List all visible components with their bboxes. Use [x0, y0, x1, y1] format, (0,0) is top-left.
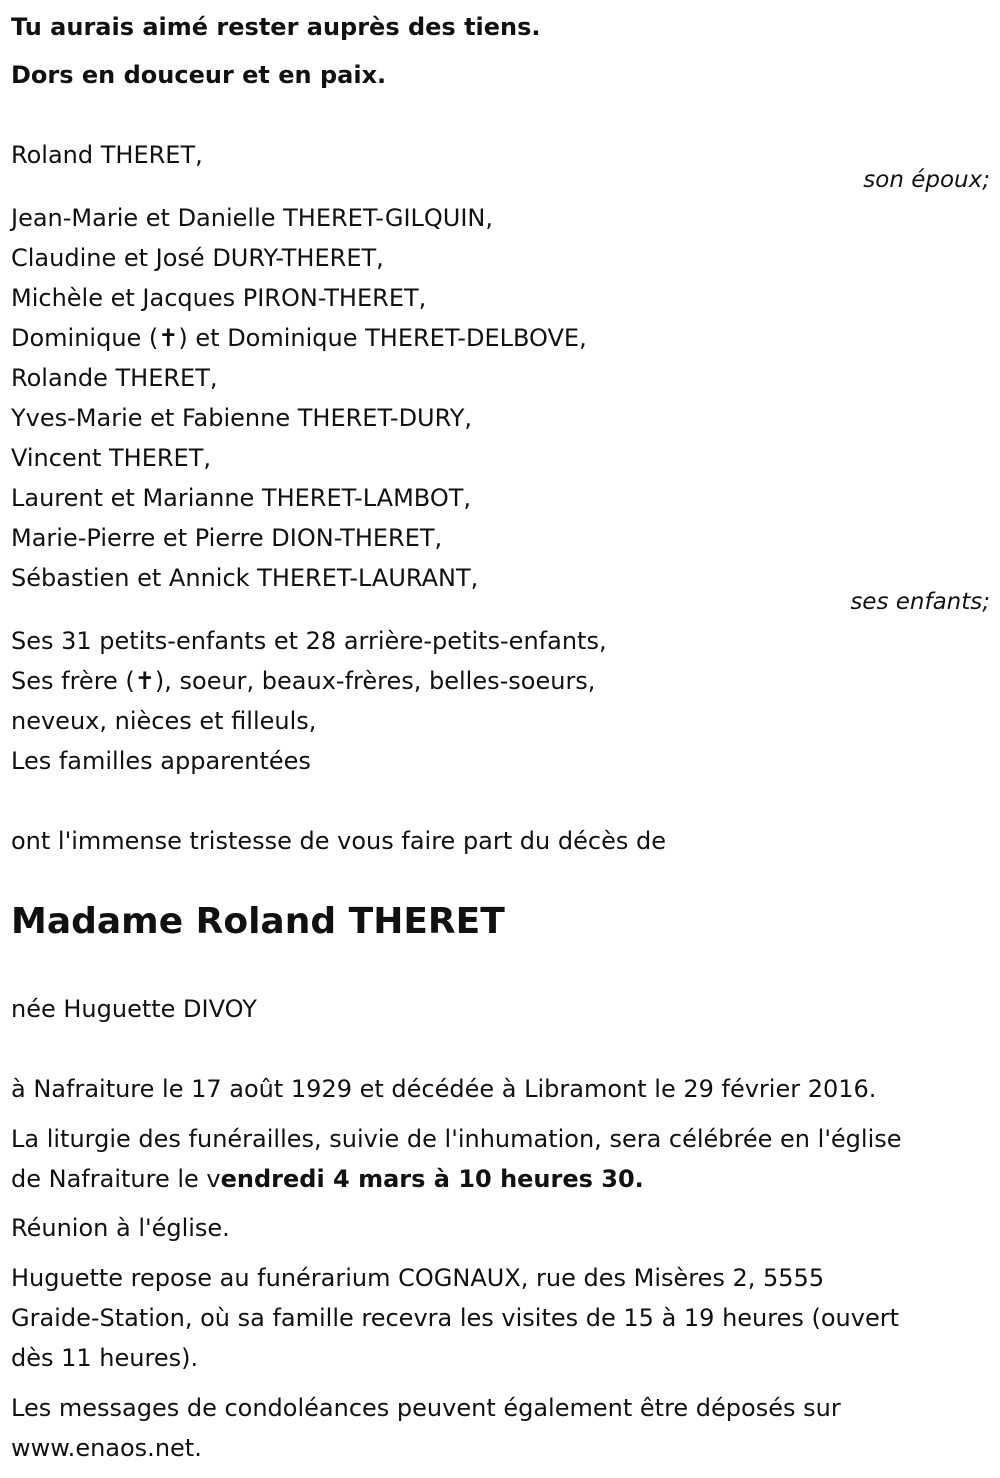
child-entry: Laurent et Marianne THERET-LAMBOT,	[11, 484, 472, 512]
birth-death: à Nafraiture le 17 août 1929 et décédée à Libramont le 29 février 2016.	[11, 1075, 877, 1103]
child-entry: Claudine et José DURY-THERET,	[11, 244, 384, 272]
deceased-name: Madame Roland THERET	[11, 901, 505, 942]
condolences-link[interactable]: www.enaos.net.	[11, 1434, 202, 1462]
family-entry: Les familles apparentées	[11, 747, 311, 775]
visitation-line: dès 11 heures).	[11, 1344, 199, 1372]
liturgy-line-1: La liturgie des funérailles, suivie de l'inhumation, sera célébrée en l'église	[11, 1125, 902, 1153]
children-role: ses enfants;	[850, 589, 990, 615]
child-entry: Vincent THERET,	[11, 444, 211, 472]
child-entry: Michèle et Jacques PIRON-THERET,	[11, 284, 427, 312]
announcement: ont l'immense tristesse de vous faire part du décès de	[11, 827, 666, 855]
liturgy-date-time: endredi 4 mars à 10 heures 30.	[220, 1165, 644, 1193]
family-entry: Ses frère (✝), soeur, beaux-frères, belles-soeurs,	[11, 667, 596, 695]
child-entry: Dominique (✝) et Dominique THERET-DELBOVE,	[11, 324, 587, 352]
spouse-role: son époux;	[863, 167, 990, 193]
child-entry: Yves-Marie et Fabienne THERET-DURY,	[11, 404, 473, 432]
child-entry: Sébastien et Annick THERET-LAURANT,	[11, 564, 479, 592]
child-entry: Jean-Marie et Danielle THERET-GILQUIN,	[11, 204, 494, 232]
visitation-line: Huguette repose au funérarium COGNAUX, rue des Misères 2, 5555	[11, 1264, 825, 1292]
family-entry: neveux, nièces et filleuls,	[11, 707, 317, 735]
child-entry: Marie-Pierre et Pierre DION-THERET,	[11, 524, 443, 552]
reunion-note: Réunion à l'église.	[11, 1214, 230, 1242]
epitaph-line-1: Tu aurais aimé rester auprès des tiens.	[11, 13, 541, 41]
family-entry: Ses 31 petits-enfants et 28 arrière-petits-enfants,	[11, 627, 607, 655]
liturgy-line-2	[11, 1164, 644, 1194]
condolences-line: Les messages de condoléances peuvent également être déposés sur	[11, 1394, 841, 1422]
child-entry: Rolande THERET,	[11, 364, 218, 392]
liturgy-prefix: de Nafraiture le v	[11, 1165, 221, 1193]
spouse-name: Roland THERET,	[11, 141, 203, 169]
visitation-line: Graide-Station, où sa famille recevra les visites de 15 à 19 heures (ouvert	[11, 1304, 899, 1332]
maiden-name: née Huguette DIVOY	[11, 995, 257, 1023]
epitaph-line-2: Dors en douceur et en paix.	[11, 61, 387, 89]
